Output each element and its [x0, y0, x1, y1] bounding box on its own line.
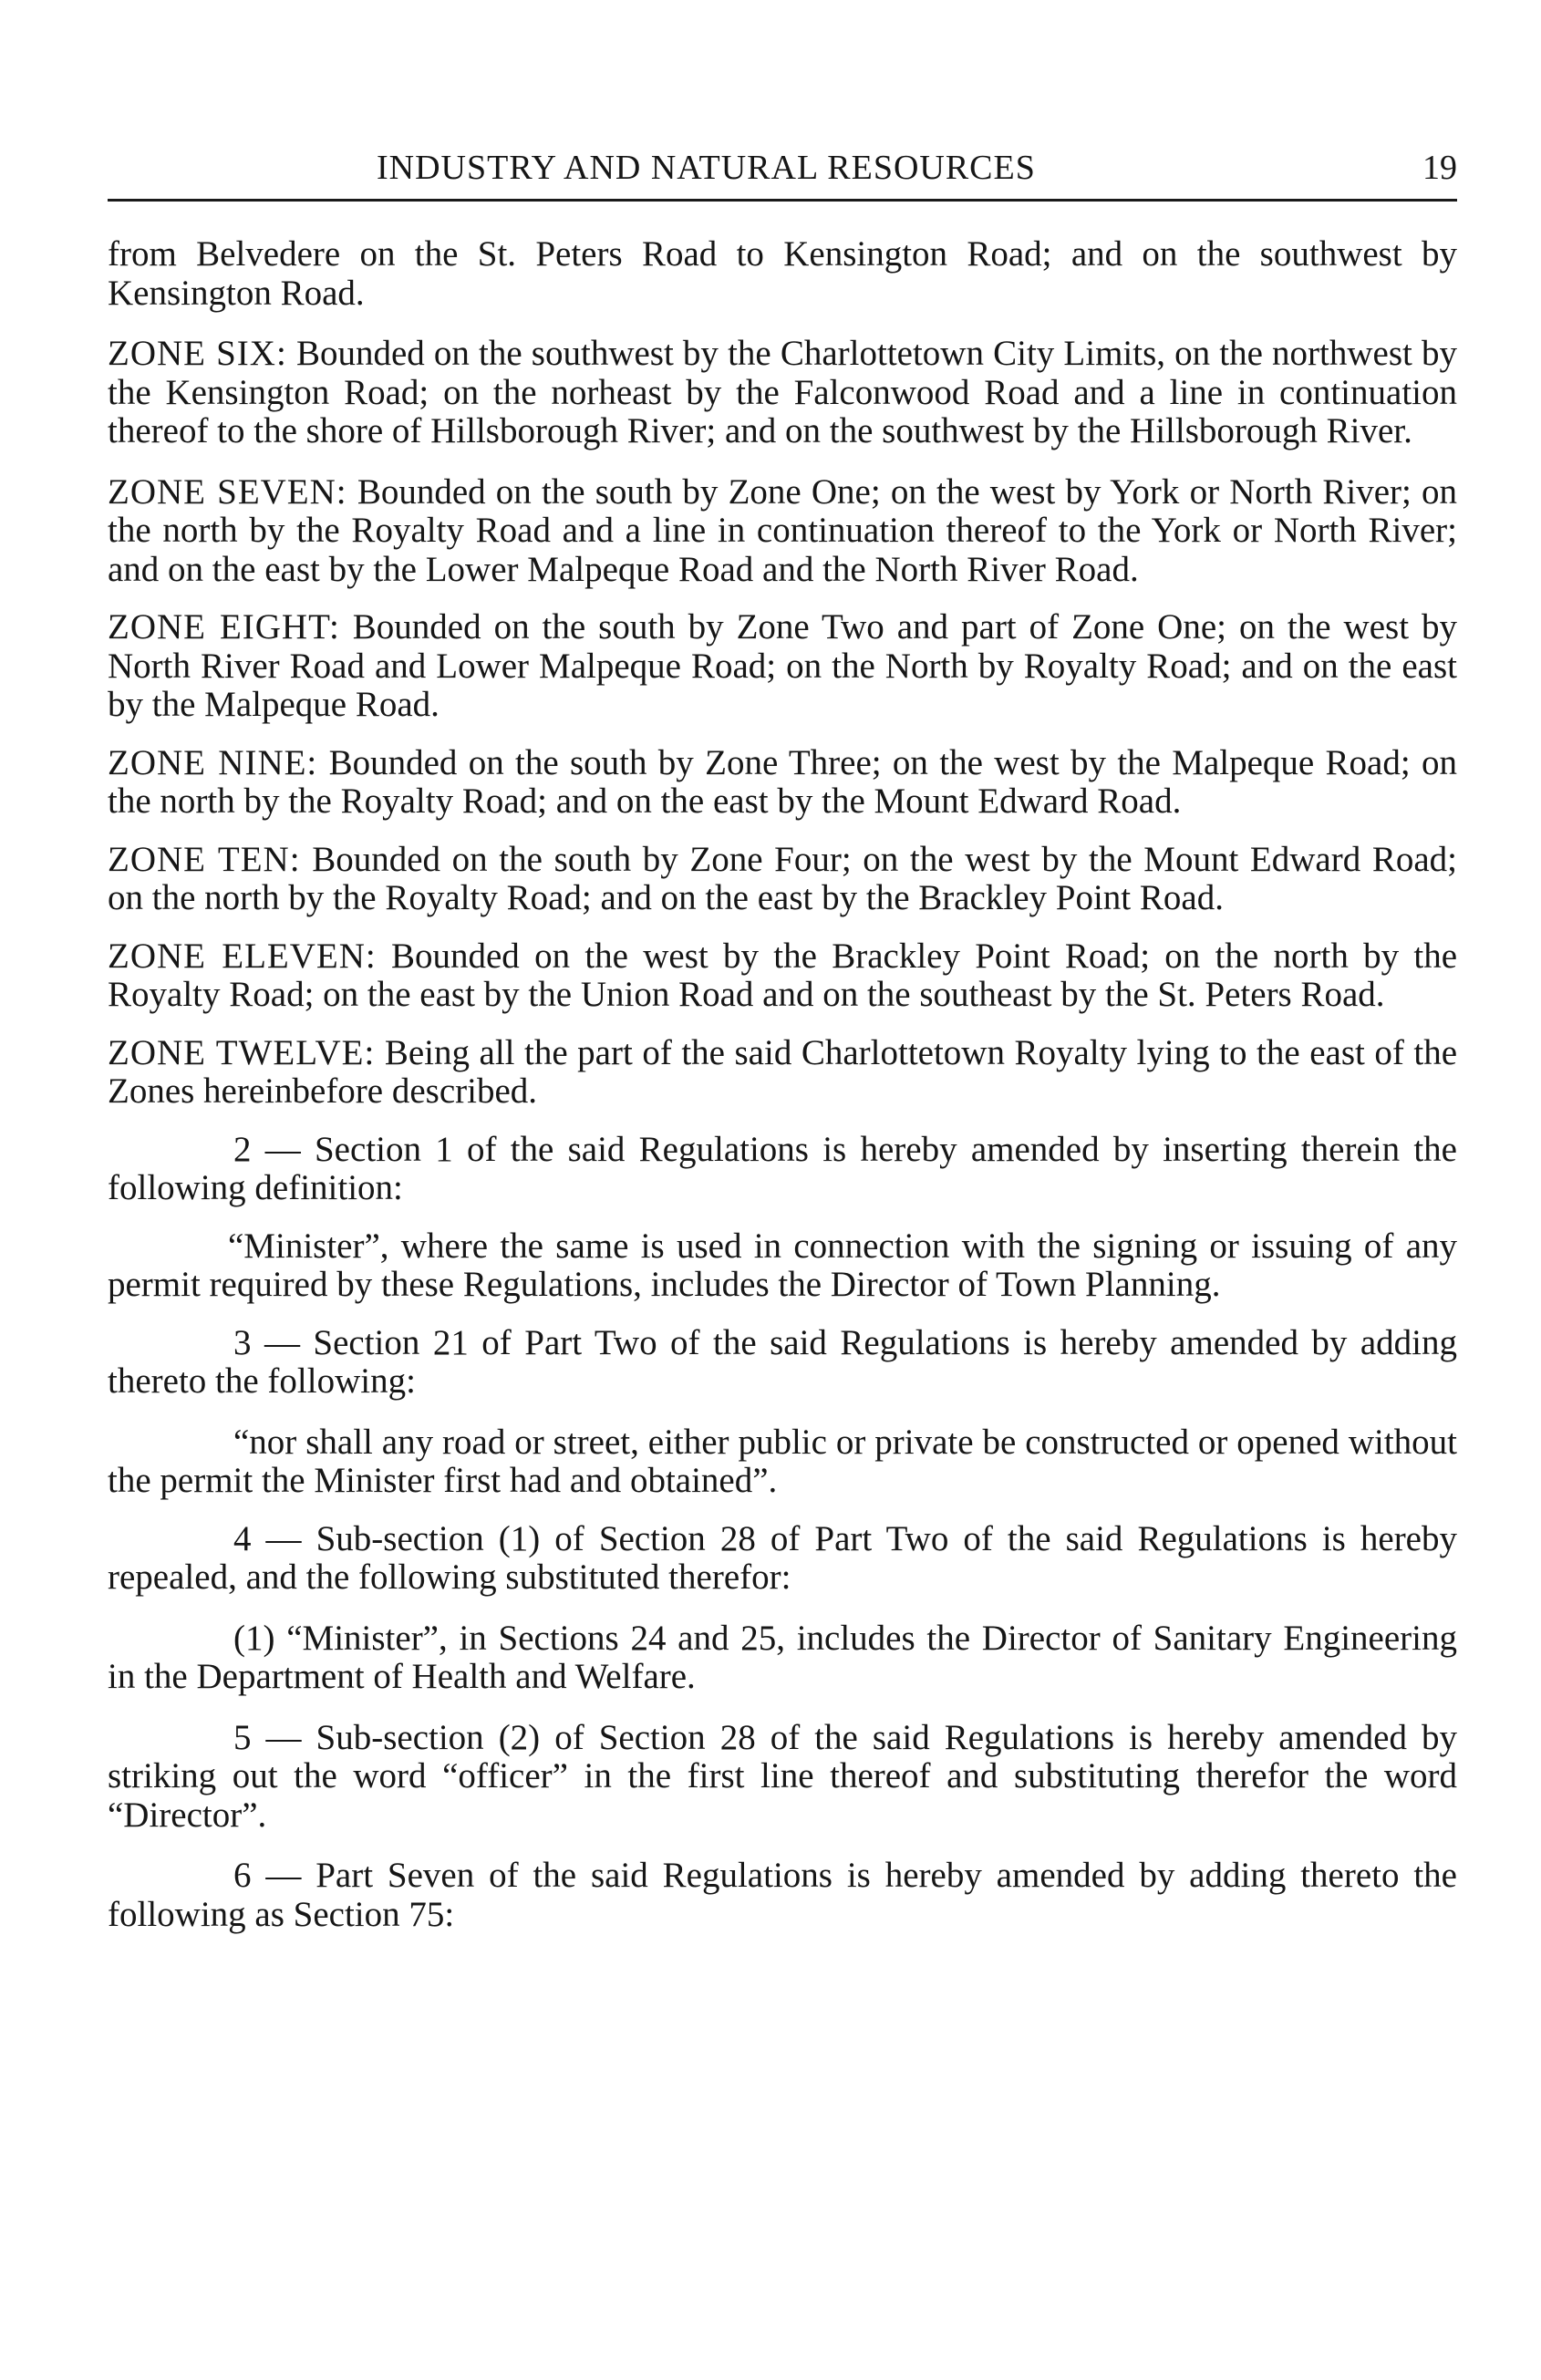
zone-six-text: Bounded on the southwest by the Charlottetown City Limits, on the northwest by the Kensington Road; on the norheast by the Falconwood Road and a line in continuation thereof to the shore of Hillsborough River; and on the southwest by the Hillsborough River. [108, 334, 1458, 450]
section-4-subsection: (1) “Minister”, in Sections 24 and 25, includes the Director of Sanitary Engineering in the Department of Health and Welfare. [108, 1618, 1457, 1696]
section-6-paragraph: 6 — Part Seven of the said Regulations is hereby amended by adding thereto the following as Section 75: [108, 1856, 1457, 1934]
zone-eight-label: ZONE EIGHT: [108, 607, 340, 647]
zone-seven-text: Bounded on the south by Zone One; on the west by York or North River; on the north by the Royalty Road and a line in continuation thereof to the York or North River; and on the east by the Lower Malpeque Road and the North River Road. [108, 471, 1457, 589]
zone-eleven-paragraph [108, 937, 1457, 1015]
zone-twelve-text: Being all the part of the said Charlottetown Royalty lying to the east of the Zones hereinbefore described. [108, 1032, 1458, 1111]
body-text [108, 235, 1457, 1934]
zone-six-label: ZONE SIX: [108, 334, 287, 373]
zone-ten-paragraph [108, 841, 1457, 918]
zone-eleven-text: Bounded on the west by the Brackley Point Road; on the north by the Royalty Road; on the east by the Union Road and on the southeast by the St. Peters Road. [108, 936, 1458, 1014]
zone-six-paragraph [108, 335, 1457, 451]
zone-nine-text: Bounded on the south by Zone Three; on the west by the Malpeque Road; on the north by the Royalty Road; and on the east by the Mount Edward Road. [108, 742, 1457, 821]
section-4-paragraph: 4 — Sub-section (1) of Section 28 of Part Two of the said Regulations is hereby repealed, and the following substituted therefor: [108, 1518, 1457, 1597]
zone-seven-paragraph [108, 473, 1457, 590]
zone-nine-paragraph [108, 744, 1457, 822]
zone-ten-label: ZONE TEN: [108, 839, 301, 879]
zone-nine-label: ZONE NINE: [108, 742, 318, 782]
zone-eight-text: Bounded on the south by Zone Two and part of Zone One; on the west by North River Road and Lower Malpeque Road; on the North by Royalty Road; and on the east by the Malpeque Road. [108, 607, 1457, 724]
zone-ten-text: Bounded on the south by Zone Four; on the west by the Mount Edward Road; on the north by the Royalty Road; and on the east by the Brackley Point Road. [108, 839, 1457, 917]
zone-eleven-label: ZONE ELEVEN: [108, 936, 377, 976]
paragraph-continuation: from Belvedere on the St. Peters Road to Kensington Road; and on the southwest by Kensington Road. [108, 234, 1457, 313]
section-2-paragraph: 2 — Section 1 of the said Regulations is hereby amended by inserting therein the following definition: [108, 1129, 1457, 1207]
zone-seven-label: ZONE SEVEN: [108, 471, 347, 512]
zone-twelve-label: ZONE TWELVE: [108, 1032, 376, 1072]
running-title: INDUSTRY AND NATURAL RESOURCES [377, 149, 1036, 187]
page-number: 19 [1422, 149, 1457, 187]
page-header [108, 144, 1457, 202]
minister-definition: “Minister”, where the same is used in connection with the signing or issuing of any permit required by these Regulations, includes the Director of Town Planning. [108, 1226, 1457, 1304]
zone-twelve-paragraph [108, 1034, 1457, 1112]
section-3-paragraph: 3 — Section 21 of Part Two of the said Regulations is hereby amended by adding thereto the following: [108, 1322, 1457, 1401]
zone-eight-paragraph [108, 608, 1457, 725]
section-3-quote: “nor shall any road or street, either public or private be constructed or opened without the permit the Minister first had and obtained”. [108, 1422, 1457, 1500]
section-5-paragraph: 5 — Sub-section (2) of Section 28 of the said Regulations is hereby amended by striking out the word “officer” in the first line thereof and substituting therefor the word “Director”. [108, 1717, 1457, 1835]
